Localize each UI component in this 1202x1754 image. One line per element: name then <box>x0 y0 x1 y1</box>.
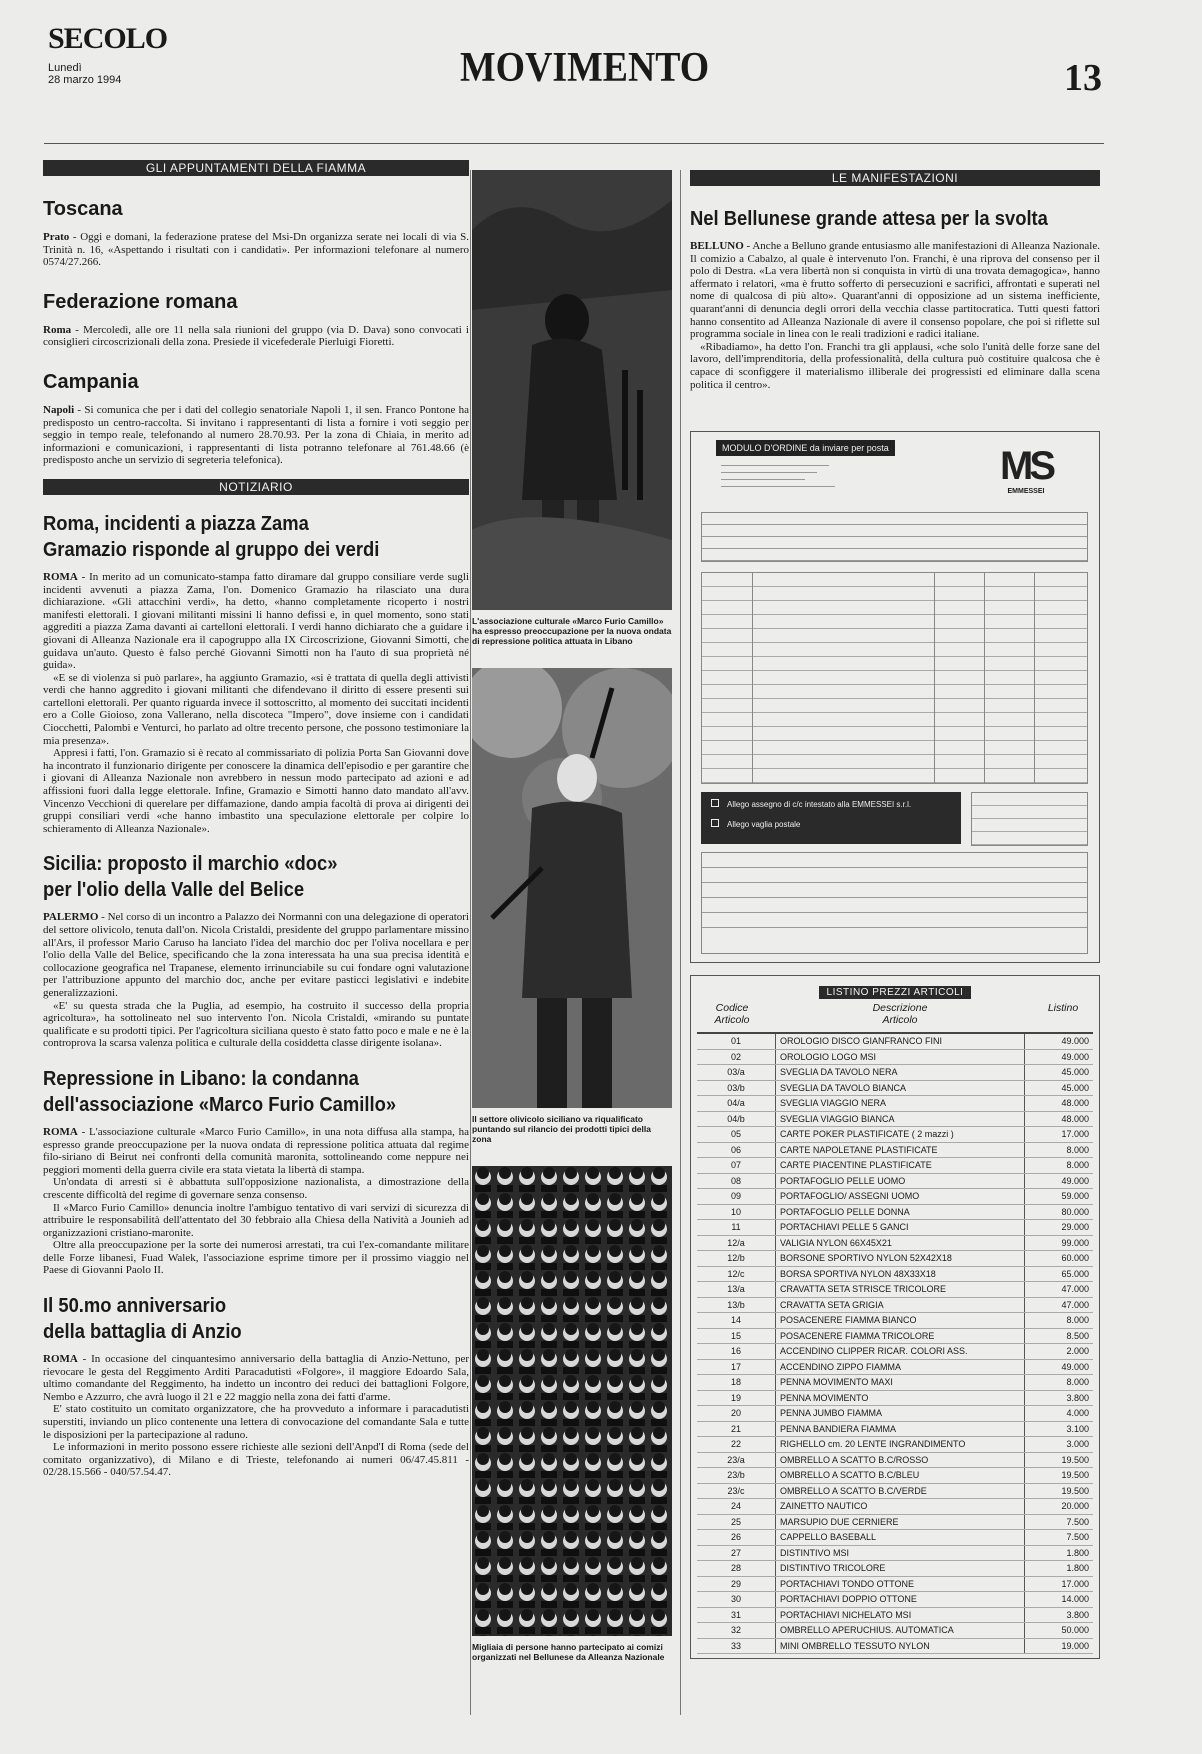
price-description: VALIGIA NYLON 66X45X21 <box>776 1235 1025 1251</box>
price-row <box>697 1313 1093 1329</box>
price-code: 16 <box>697 1344 776 1360</box>
price-code: 23/a <box>697 1452 776 1468</box>
price-row <box>697 1189 1093 1205</box>
field-phone[interactable] <box>702 549 1087 561</box>
price-row <box>697 1468 1093 1484</box>
price-value: 59.000 <box>1025 1189 1094 1205</box>
header-code: Codice Articolo <box>714 1002 750 1027</box>
photo-olive-farmer <box>472 668 672 1108</box>
appuntamento-text: Roma - Mercoledì, alle ore 11 nella sala riunioni del gruppo (via D. Dava) sono convocati i consiglieri circoscrizionali della zona. Presiede il vicefederale Pierluigi Fioretti. <box>43 323 469 349</box>
photo-soldier <box>472 170 672 610</box>
price-row <box>697 1127 1093 1143</box>
photo-caption: Il settore olivicolo siciliano va riqualificato puntando sul rilancio dei prodotti tipici della zona <box>472 1114 651 1144</box>
price-description: POSACENERE FIAMMA TRICOLORE <box>776 1328 1025 1344</box>
price-code: 03/a <box>697 1065 776 1081</box>
price-code: 12/b <box>697 1251 776 1267</box>
price-description: CARTE POKER PLASTIFICATE ( 2 mazzi ) <box>776 1127 1025 1143</box>
price-description: CARTE PIACENTINE PLASTIFICATE <box>776 1158 1025 1174</box>
price-row <box>697 1111 1093 1127</box>
field-city[interactable] <box>702 537 1087 549</box>
price-code: 05 <box>697 1127 776 1143</box>
photo-caption: L'associazione culturale «Marco Furio Camillo» ha espresso preoccupazione per la nuova ondata di repressione politica attuata in Libano <box>472 616 672 646</box>
article-paragraph: ROMA - In occasione del cinquantesimo anniversario della battaglia di Anzio-Nettuno, per rievocare le gesta del Reggimento Arditi Paracadutisti «Folgore», il maggiore Edoardo Sala, ultimo comandante del Reggimento, ha indetto un incontro dei reduci dei battaglioni Folgore, Nembo e Azzurro, che avrà luogo il 21 e 22 maggio nella zona dei fatti d'arme. <box>43 1353 469 1403</box>
header-price: Listino <box>1047 1002 1079 1015</box>
price-value: 29.000 <box>1025 1220 1094 1236</box>
price-row <box>697 1251 1093 1267</box>
price-description: ZAINETTO NAUTICO <box>776 1499 1025 1515</box>
price-value: 47.000 <box>1025 1282 1094 1298</box>
price-description: CARTE NAPOLETANE PLASTIFICATE <box>776 1142 1025 1158</box>
price-value: 14.000 <box>1025 1592 1094 1608</box>
price-row <box>697 1545 1093 1561</box>
price-description: DISTINTIVO TRICOLORE <box>776 1561 1025 1577</box>
price-value: 19.500 <box>1025 1468 1094 1484</box>
price-code: 12/a <box>697 1235 776 1251</box>
field-signature[interactable] <box>702 913 1087 928</box>
price-row <box>697 1561 1093 1577</box>
price-code: 29 <box>697 1576 776 1592</box>
price-code: 04/a <box>697 1096 776 1112</box>
price-row <box>697 1049 1093 1065</box>
price-value: 19.500 <box>1025 1452 1094 1468</box>
price-row <box>697 1158 1093 1174</box>
region-heading: Campania <box>43 370 139 393</box>
price-list <box>690 975 1100 1659</box>
price-row <box>697 1452 1093 1468</box>
article-paragraph: Il «Marco Furio Camillo» denuncia inoltre l'ambiguo tentativo di vari servizi di sicurezza di attribuire le responsabilità dell'attentato del 30 febbraio alla Chiesa della Natività a Jounieh ad organizzazioni cristiano-maronite. <box>43 1201 469 1239</box>
field-notes[interactable] <box>702 853 1087 868</box>
emmessei-logo <box>991 444 1061 495</box>
appuntamento-text: Prato - Oggi e domani, la federazione pratese del Msi-Dn organizza serate nei locali di via S. Trinità n. 16, «Aspettando i risultati con i candidati». Per informazioni telefonare al numero 0574/27.266. <box>43 231 469 269</box>
price-code: 03/b <box>697 1080 776 1096</box>
price-value: 4.000 <box>1025 1406 1094 1422</box>
price-description: PORTACHIAVI TONDO OTTONE <box>776 1576 1025 1592</box>
article-paragraph: Un'ondata di arresti si è abbattuta sull'opposizione nazionalista, a dimostrazione della crescente difficoltà del regime di governare senza consenso. <box>43 1176 469 1201</box>
olive-photo-image <box>472 668 672 1108</box>
price-row <box>697 1592 1093 1608</box>
price-code: 13/b <box>697 1297 776 1313</box>
article-paragraph: Appresi i fatti, l'on. Gramazio si è recato al commissariato di polizia Porta San Giovanni dove ha incontrato il funzionario dirigente per conoscere la dinamica dell'episodio e per garantire che i giovani di Alleanza Nazionale non avrebbero in nessun modo partecipato ad azioni e ad affissioni fuori dalla legge elettorale. Infine, Gramazio e Simotti hanno dato mandato all'avv. Vincenzo Vecchioni di querelare per diffamazione, dando ampia facoltà di prova ai dirigenti dei gruppi consiliari verdi «che hanno imbastito una speculazione elettorale per colpire lo schieramento di Alleanza Nazionale». <box>43 747 469 835</box>
price-description: SVEGLIA VIAGGIO NERA <box>776 1096 1025 1112</box>
price-code: 17 <box>697 1359 776 1375</box>
price-value: 3.800 <box>1025 1607 1094 1623</box>
price-row <box>697 1328 1093 1344</box>
price-list-header <box>697 1000 1093 1034</box>
price-code: 25 <box>697 1514 776 1530</box>
price-row <box>697 1638 1093 1654</box>
price-value: 45.000 <box>1025 1065 1094 1081</box>
article-paragraph: «E' su questa strada che la Puglia, ad esempio, ha costruito il successo della propria agricoltura», ha sottolineato nel suo intervento l'on. Nicola Cristaldi, «mirando su puntate qualificate e su prodotti tipici. Per l'agricoltura siciliana questo è stato fatto poco e male e ne è la controprova la scarsa valenza politica e culturale della cosiddetta classe dirigente isolana». <box>43 999 469 1050</box>
price-value: 7.500 <box>1025 1530 1094 1546</box>
price-code: 07 <box>697 1158 776 1174</box>
customer-fields <box>701 512 1088 562</box>
field-notes[interactable] <box>702 883 1087 898</box>
section-title: MOVIMENTO <box>460 45 710 91</box>
price-value: 8.000 <box>1025 1375 1094 1391</box>
column-divider <box>680 170 681 1715</box>
price-code: 24 <box>697 1499 776 1515</box>
photo-crowd <box>472 1166 672 1636</box>
price-code: 26 <box>697 1530 776 1546</box>
price-value: 49.000 <box>1025 1049 1094 1065</box>
price-row <box>697 1483 1093 1499</box>
price-description: SVEGLIA VIAGGIO BIANCA <box>776 1111 1025 1127</box>
price-description: ACCENDINO CLIPPER RICAR. COLORI ASS. <box>776 1344 1025 1360</box>
price-description: PORTAFOGLIO PELLE DONNA <box>776 1204 1025 1220</box>
article-paragraph: BELLUNO - Anche a Belluno grande entusiasmo alle manifestazioni di Alleanza Nazionale. Il comizio a Cabalzo, al quale è intervenuto l'on. Franchi, è una riprova del consenso per il polo di Destra. «La vera libertà non si conquista in virtù di una trovata demagogica», hanno affermato i relatori, «ma è frutto sofferto di persecuzioni e sacrifici, affrontati e superati nel nome di qualcosa di più alto». Quarant'anni di opposizione ad un sistema inefficiente, quarant'anni di denuncia degli orrori della vecchia classe partitocratica. Tutti questi fattori hanno consentito ad Alleanza Nazionale di avere il consenso popolare, che poi si riflette sul programma sociale in linea con le reali tradizioni e radici italiane. <box>690 240 1100 341</box>
price-value: 20.000 <box>1025 1499 1094 1515</box>
price-row <box>697 1499 1093 1515</box>
price-description: SVEGLIA DA TAVOLO NERA <box>776 1065 1025 1081</box>
section-banner-notiziario: NOTIZIARIO <box>43 479 469 495</box>
company-address <box>721 462 841 490</box>
price-row <box>697 1375 1093 1391</box>
price-description: OMBRELLO A SCATTO B.C/ROSSO <box>776 1452 1025 1468</box>
page-number: 13 <box>1064 57 1102 99</box>
price-value: 65.000 <box>1025 1266 1094 1282</box>
price-description: PENNA MOVIMENTO <box>776 1390 1025 1406</box>
section-banner-appuntamenti: GLI APPUNTAMENTI DELLA FIAMMA <box>43 160 469 176</box>
price-description: MARSUPIO DUE CERNIERE <box>776 1514 1025 1530</box>
price-value: 8.000 <box>1025 1313 1094 1329</box>
article-paragraph: «Ribadiamo», ha detto l'on. Franchi tra gli applausi, «che solo l'unità delle forze sane del lavoro, dell'imprenditoria, della professionalità, della cultura può costituire qualcosa che è capace di sconfiggere il materialismo illiberale dei progressisti ed eliminare dalla scena politica il centro». <box>690 340 1100 391</box>
field-name[interactable] <box>702 513 1087 525</box>
article-headline: Repressione in Libano: la condanna dell'associazione «Marco Furio Camillo» <box>43 1067 397 1116</box>
price-row <box>697 1220 1093 1236</box>
price-description: PORTAFOGLIO PELLE UOMO <box>776 1173 1025 1189</box>
price-code: 20 <box>697 1406 776 1422</box>
payment-option-check[interactable]: Allego assegno di c/c intestato alla EMMESSEI s.r.l. <box>701 792 961 816</box>
price-value: 48.000 <box>1025 1096 1094 1112</box>
price-description: OMBRELLO APERUCHIUS. AUTOMATICA <box>776 1623 1025 1639</box>
price-row <box>697 1142 1093 1158</box>
field-notes[interactable] <box>702 898 1087 913</box>
price-code: 22 <box>697 1437 776 1453</box>
price-description: OROLOGIO LOGO MSI <box>776 1049 1025 1065</box>
price-row <box>697 1344 1093 1360</box>
article-paragraph: «E se di violenza si può parlare», ha aggiunto Gramazio, «si è trattata di quella degli attivisti verdi che hanno aggredito i giovani militanti che difendevano il diritto di essere presenti sui cartelloni elettorali. Per quanto riguarda invece il sottoscritto, al momento dei succitati incidenti ero a Colle Gioioso, zona Vallerano, nella discoteca "Impero", dove insieme con i candidati Ciocchetti, Palombi e Venturci, ho parlato ad oltre trecento persone, che possono testimoniare la mia presenza». <box>43 671 469 747</box>
price-value: 3.000 <box>1025 1437 1094 1453</box>
price-code: 18 <box>697 1375 776 1391</box>
price-code: 10 <box>697 1204 776 1220</box>
price-value: 17.000 <box>1025 1576 1094 1592</box>
price-value: 1.800 <box>1025 1561 1094 1577</box>
price-code: 06 <box>697 1142 776 1158</box>
article-paragraph: Le informazioni in merito possono essere richieste alle sezioni dell'Anpd'I di Roma (sede del comitato organizzativo), di Milano e di Trieste, telefonando ai numeri 06/47.45.811 - 02/28.15.566 - 040/57.54.47. <box>43 1441 469 1479</box>
price-row <box>697 1204 1093 1220</box>
soldier-photo-image <box>472 170 672 610</box>
article-headline: Roma, incidenti a piazza Zama Gramazio risponde al gruppo dei verdi <box>43 512 380 561</box>
order-items-grid[interactable] <box>701 572 1088 784</box>
price-value: 99.000 <box>1025 1235 1094 1251</box>
column-divider <box>470 170 471 1715</box>
issue-date <box>48 62 121 86</box>
appuntamento-text: Napoli - Si comunica che per i dati del collegio senatoriale Napoli 1, il sen. Franco Pontone ha predisposto un centro-raccolta. Si invitano i rappresentanti di lista a fornire i voti seggio per seggio in tempo reale, telefonando al numero 28.70.93. Per la zona di Chiaia, in merito ad informazioni e comunicazioni, i rappresentanti di lista potranno telefonare al 761.48.66 (è predisposto anche un servizio di segreteria telefonica). <box>43 403 469 467</box>
price-value: 50.000 <box>1025 1623 1094 1639</box>
price-code: 28 <box>697 1561 776 1577</box>
price-code: 14 <box>697 1313 776 1329</box>
price-code: 23/c <box>697 1483 776 1499</box>
field-notes[interactable] <box>702 868 1087 883</box>
price-description: PORTACHIAVI NICHELATO MSI <box>776 1607 1025 1623</box>
price-code: 31 <box>697 1607 776 1623</box>
price-row <box>697 1096 1093 1112</box>
price-code: 30 <box>697 1592 776 1608</box>
right-column <box>690 170 1100 1659</box>
price-code: 27 <box>697 1545 776 1561</box>
article-headline: Nel Bellunese grande attesa per la svolta <box>690 208 1048 230</box>
price-description: POSACENERE FIAMMA BIANCO <box>776 1313 1025 1329</box>
price-value: 3.800 <box>1025 1390 1094 1406</box>
price-description: ACCENDINO ZIPPO FIAMMA <box>776 1359 1025 1375</box>
top-rule <box>44 143 1104 144</box>
article-paragraph: ROMA - L'associazione culturale «Marco Furio Camillo», in una nota diffusa alla stampa, ha espresso grande preoccupazione per la nuova ondata di repressione politica attuata dal regime filo-siriano di Beirut nei confronti della comunità maronita, sottolineando come neppure nei peggiori momenti della guerra civile era stata vietata la libertà di stampa. <box>43 1125 469 1176</box>
article-headline: Il 50.mo anniversario della battaglia di Anzio <box>43 1295 242 1344</box>
emmessei-logo-mark: MS <box>1000 444 1052 489</box>
price-row <box>697 1235 1093 1251</box>
section-banner-manifestazioni: LE MANIFESTAZIONI <box>690 170 1100 186</box>
price-row <box>697 1282 1093 1298</box>
price-code: 02 <box>697 1049 776 1065</box>
price-description: OMBRELLO A SCATTO B.C/VERDE <box>776 1483 1025 1499</box>
left-column <box>43 160 469 1479</box>
payment-options <box>701 792 961 844</box>
price-code: 04/b <box>697 1111 776 1127</box>
order-form <box>690 431 1100 963</box>
price-row <box>697 1080 1093 1096</box>
issue-weekday: Lunedì <box>48 62 82 74</box>
field-address[interactable] <box>702 525 1087 537</box>
price-description: PORTACHIAVI PELLE 5 GANCI <box>776 1220 1025 1236</box>
price-value: 8.000 <box>1025 1158 1094 1174</box>
price-description: CRAVATTA SETA STRISCE TRICOLORE <box>776 1282 1025 1298</box>
price-code: 21 <box>697 1421 776 1437</box>
price-table <box>697 1034 1093 1654</box>
price-description: PENNA JUMBO FIAMMA <box>776 1406 1025 1422</box>
price-row <box>697 1359 1093 1375</box>
price-description: OMBRELLO A SCATTO B.C/BLEU <box>776 1468 1025 1484</box>
price-code: 08 <box>697 1173 776 1189</box>
price-row <box>697 1623 1093 1639</box>
price-code: 01 <box>697 1034 776 1049</box>
price-row <box>697 1173 1093 1189</box>
price-code: 09 <box>697 1189 776 1205</box>
price-code: 23/b <box>697 1468 776 1484</box>
order-form-title: MODULO D'ORDINE da inviare per posta <box>716 440 895 456</box>
price-description: BORSA SPORTIVA NYLON 48X33X18 <box>776 1266 1025 1282</box>
price-row <box>697 1406 1093 1422</box>
price-code: 33 <box>697 1638 776 1654</box>
price-description: MINI OMBRELLO TESSUTO NYLON <box>776 1638 1025 1654</box>
issue-date-text: 28 marzo 1994 <box>48 74 122 86</box>
price-value: 49.000 <box>1025 1359 1094 1375</box>
price-value: 19.500 <box>1025 1483 1094 1499</box>
article-headline: Sicilia: proposto il marchio «doc» per l'olio della Valle del Belice <box>43 853 338 902</box>
photo-caption: Migliaia di persone hanno partecipato ai comizi organizzati nel Bellunese da Alleanza Nazionale <box>472 1642 665 1662</box>
price-value: 8.500 <box>1025 1328 1094 1344</box>
price-value: 60.000 <box>1025 1251 1094 1267</box>
region-heading: Federazione romana <box>43 290 238 313</box>
price-description: SVEGLIA DA TAVOLO BIANCA <box>776 1080 1025 1096</box>
price-value: 48.000 <box>1025 1111 1094 1127</box>
price-row <box>697 1530 1093 1546</box>
price-row <box>697 1390 1093 1406</box>
price-code: 12/c <box>697 1266 776 1282</box>
payment-option-postal[interactable]: Allego vaglia postale <box>701 816 961 832</box>
region-heading: Toscana <box>43 198 123 220</box>
price-description: OROLOGIO DISCO GIANFRANCO FINI <box>776 1034 1025 1049</box>
price-value: 45.000 <box>1025 1080 1094 1096</box>
price-value: 3.100 <box>1025 1421 1094 1437</box>
price-row <box>697 1437 1093 1453</box>
price-value: 49.000 <box>1025 1173 1094 1189</box>
price-row <box>697 1065 1093 1081</box>
price-code: 15 <box>697 1328 776 1344</box>
price-value: 2.000 <box>1025 1344 1094 1360</box>
price-row <box>697 1034 1093 1049</box>
emmessei-brand: EMMESSEI <box>1007 488 1045 496</box>
price-value: 1.800 <box>1025 1545 1094 1561</box>
price-description: CRAVATTA SETA GRIGIA <box>776 1297 1025 1313</box>
checkbox-icon[interactable] <box>711 819 719 827</box>
price-row <box>697 1576 1093 1592</box>
price-value: 80.000 <box>1025 1204 1094 1220</box>
price-code: 11 <box>697 1220 776 1236</box>
price-code: 13/a <box>697 1282 776 1298</box>
price-value: 49.000 <box>1025 1034 1094 1049</box>
price-description: PENNA BANDIERA FIAMMA <box>776 1421 1025 1437</box>
photo-column <box>472 170 672 1662</box>
price-row <box>697 1297 1093 1313</box>
price-description: PORTACHIAVI DOPPIO OTTONE <box>776 1592 1025 1608</box>
article-paragraph: Oltre alla preoccupazione per la sorte dei numerosi arrestati, tra cui l'ex-comandante militare delle Forze libanesi, Fuad Walek, l'associazione esprime timore per il prossimo viaggio nel Paese di Giovanni Paolo II. <box>43 1239 469 1277</box>
price-row <box>697 1514 1093 1530</box>
header-description: Descrizione Articolo <box>872 1002 928 1027</box>
price-code: 32 <box>697 1623 776 1639</box>
totals-box[interactable] <box>971 792 1088 846</box>
price-row <box>697 1421 1093 1437</box>
newspaper-logo: SECOLO <box>48 22 168 55</box>
price-description: PORTAFOGLIO/ ASSEGNI UOMO <box>776 1189 1025 1205</box>
price-value: 17.000 <box>1025 1127 1094 1143</box>
price-value: 7.500 <box>1025 1514 1094 1530</box>
price-value: 8.000 <box>1025 1142 1094 1158</box>
price-row <box>697 1607 1093 1623</box>
article-paragraph: PALERMO - Nel corso di un incontro a Palazzo dei Normanni con una delegazione di operatori del settore olivicolo, tenuta dall'on. Nicola Cristaldi, presidente del gruppo parlamentare missino all'Ars, il professor Mario Caruso ha lanciato l'idea del marchio doc per l'oliva nocellara e per l'olio della Valle del Belice, specificando che la zona interessata ha una sua precisa identità e collocazione geografica nel Trapanese, elemento irrinunciabile su cui fondare ogni valutazione per l'attribuzione appunto del marchio doc, anche per evitare pasticci legislativi e indebite generalizzazioni. <box>43 911 469 999</box>
price-description: BORSONE SPORTIVO NYLON 52X42X18 <box>776 1251 1025 1267</box>
signature-fields <box>701 852 1088 954</box>
price-description: RIGHELLO cm. 20 LENTE INGRANDIMENTO <box>776 1437 1025 1453</box>
price-description: PENNA MOVIMENTO MAXI <box>776 1375 1025 1391</box>
price-code: 19 <box>697 1390 776 1406</box>
checkbox-icon[interactable] <box>711 799 719 807</box>
crowd-photo-image <box>472 1166 672 1636</box>
price-description: CAPPELLO BASEBALL <box>776 1530 1025 1546</box>
price-row <box>697 1266 1093 1282</box>
article-paragraph: ROMA - In merito ad un comunicato-stampa fatto diramare dal gruppo consiliare verde sugli incidenti avvenuti a piazza Zama, l'on. Domenico Gramazio ha rilasciato una dura dichiarazione. «Gli attacchini verdi», ha detto, «hanno completamente ricoperto i nostri manifesti elettorali. I giovani militanti missini li hanno defissi e, in quel momento, sono stati aggrediti a piazza Zama davanti ai cartelloni elettorali. I verdi hanno dichiarato che a guidare i giovani di Alleanza Nazionale era il capogruppo alla IX Circoscrizione, Giovanni Simotti, che guidava un'auto. Questo è falso perché Giovanni Simotti non ha l'auto di sua proprietà né guida». <box>43 570 469 672</box>
price-value: 19.000 <box>1025 1638 1094 1654</box>
price-list-title: LISTINO PREZZI ARTICOLI <box>819 986 972 999</box>
article-paragraph: E' stato costituito un comitato organizzatore, che ha provveduto a informare i paracadutisti superstiti, inviando un plico contenente una lettera di convocazione del comandante Sala e tutte le disposizioni per la partecipazione al raduno. <box>43 1403 469 1441</box>
price-description: DISTINTIVO MSI <box>776 1545 1025 1561</box>
price-value: 47.000 <box>1025 1297 1094 1313</box>
